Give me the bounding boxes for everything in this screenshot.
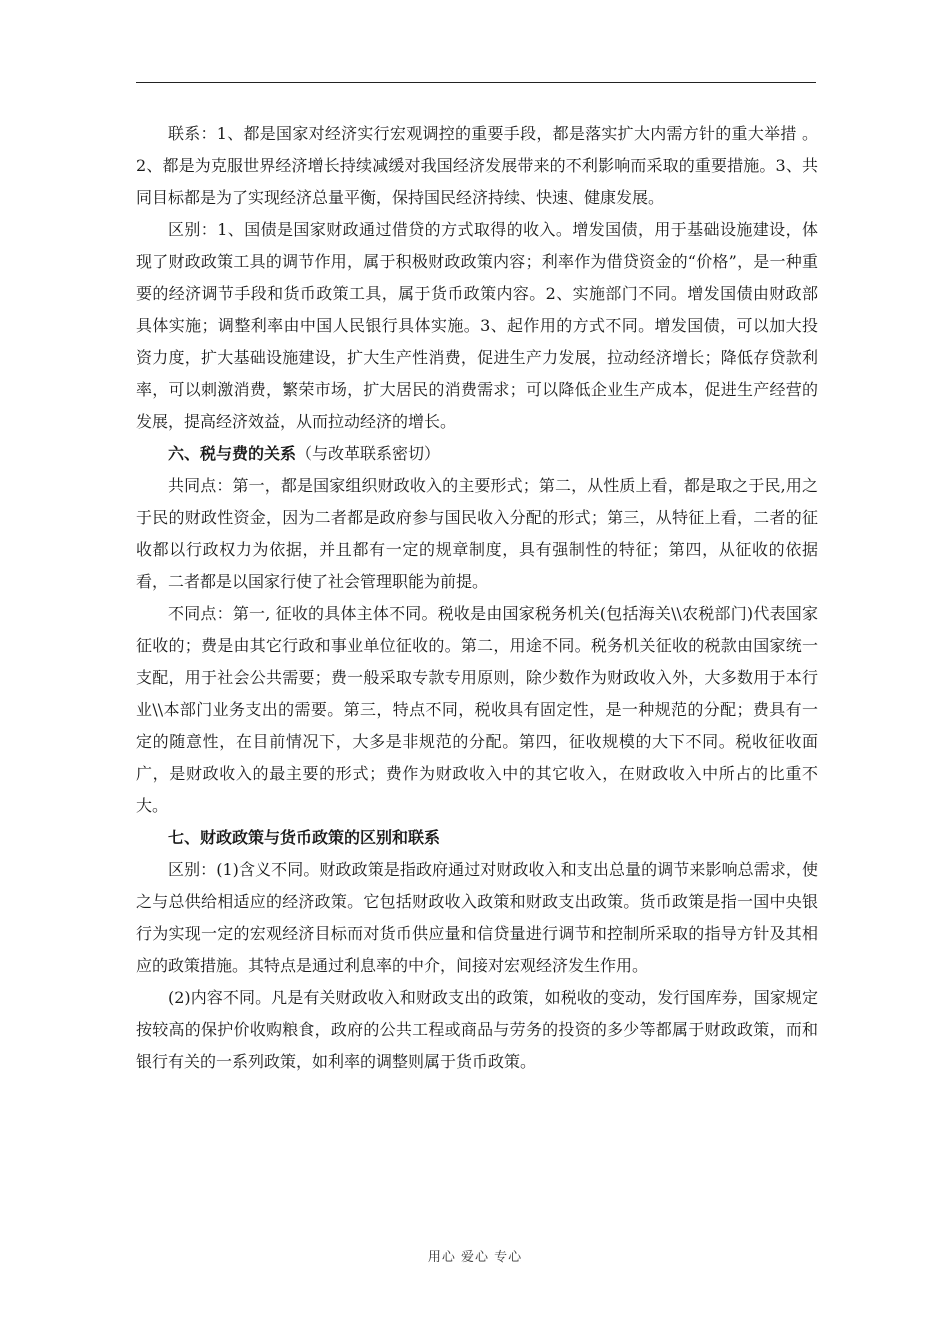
section-heading-7-title: 七、财政政策与货币政策的区别和联系	[168, 828, 441, 847]
section-heading-6-title: 六、税与费的关系	[168, 444, 297, 463]
paragraph-policy-difference-1: 区别：(1)含义不同。财政政策是指政府通过对财政收入和支出总量的调节来影响总需求，使之与总供给相适应的经济政策。它包括财政收入政策和财政支出政策。货币政策是指一国中央银行为实现一定的宏观经济目标而对货币供应量和信贷量进行调节和控制所采取的指导方针及其相应的政策措施。其特点是通过利息率的中介，间接对宏观经济发生作用。	[136, 860, 818, 975]
section-heading-7	[136, 822, 818, 854]
paragraph-common-points: 共同点：第一，都是国家组织财政收入的主要形式；第二，从性质上看，都是取之于民,用之于民的财政性资金，因为二者都是政府参与国民收入分配的形式；第三，从特征上看，二者的征收都以行政权力为依据，并且都有一定的规章制度，具有强制性的特征；第四，从征收的依据看，二者都是以国家行使了社会管理职能为前提。	[136, 476, 818, 591]
section-heading-6-note: （与改革联系密切）	[296, 444, 441, 463]
document-body	[136, 118, 818, 1078]
page-footer: 用心 爱心 专心	[427, 1250, 523, 1265]
paragraph-policy-difference-2: (2)内容不同。凡是有关财政收入和财政支出的政策，如税收的变动，发行国库券，国家规定按较高的保护价收购粮食，政府的公共工程或商品与劳务的投资的多少等都属于财政政策，而和银行有关的一系列政策，如利率的调整则属于货币政策。	[136, 988, 818, 1071]
section-heading-6	[136, 438, 818, 470]
header-rule	[136, 82, 816, 83]
paragraph-connection: 联系：1、都是国家对经济实行宏观调控的重要手段，都是落实扩大内需方针的重大举措 。2、都是为克服世界经济增长持续减缓对我国经济发展带来的不利影响而采取的重要措施。3、共同目标都是为了实现经济总量平衡，保持国民经济持续、快速、健康发展。	[136, 124, 818, 207]
paragraph-difference: 区别：1、国债是国家财政通过借贷的方式取得的收入。增发国债，用于基础设施建设，体现了财政政策工具的调节作用，属于积极财政政策内容；利率作为借贷资金的“价格”，是一种重要的经济调节手段和货币政策工具，属于货币政策内容。2、实施部门不同。增发国债由财政部具体实施；调整利率由中国人民银行具体实施。3、起作用的方式不同。增发国债，可以加大投资力度，扩大基础设施建设，扩大生产性消费，促进生产力发展，拉动经济增长；降低存贷款利率，可以刺激消费，繁荣市场，扩大居民的消费需求；可以降低企业生产成本，促进生产经营的发展，提高经济效益，从而拉动经济的增长。	[136, 220, 818, 431]
paragraph-different-points: 不同点：第一, 征收的具体主体不同。税收是由国家税务机关(包括海关\\农税部门)代表国家征收的；费是由其它行政和事业单位征收的。第二，用途不同。税务机关征收的税款由国家统一支配，用于社会公共需要；费一般采取专款专用原则，除少数作为财政收入外，大多数用于本行业\\本部门业务支出的需要。第三，特点不同，税收具有固定性，是一种规范的分配；费具有一定的随意性，在目前情况下，大多是非规范的分配。第四，征收规模的大下不同。税收征收面广，是财政收入的最主要的形式；费作为财政收入中的其它收入，在财政收入中所占的比重不大。	[136, 604, 818, 815]
